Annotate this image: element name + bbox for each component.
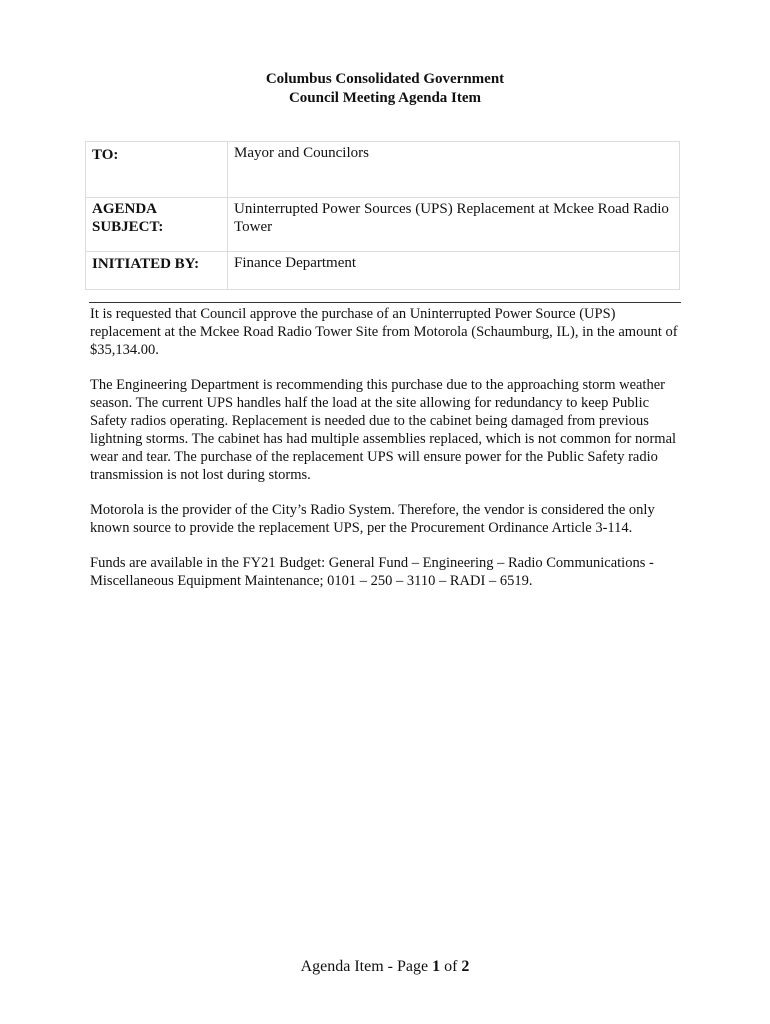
page-footer: [0, 958, 770, 976]
to-value: Mayor and Councilors: [228, 142, 680, 198]
subject-label-line1: AGENDA: [92, 201, 158, 217]
paragraph-funding: Funds are available in the FY21 Budget: General Fund – Engineering – Radio Communications - Miscellaneous Equipment Maintenance; 0101 – 250 – 3110 – RADI – 6519.: [90, 555, 654, 589]
table-row-subject: [86, 198, 680, 252]
paragraph-justification: The Engineering Department is recommending this purchase due to the approaching storm weather season. The current UPS handles half the load at the site allowing for redundancy to keep Public Safety radios operating. Replacement is needed due to the cabinet being damaged from previous lightning storms. The cabinet has had multiple assemblies replaced, which is not common for normal wear and tear. The purchase of the replacement UPS will ensure power for the Public Safety radio transmission is not lost during storms.: [90, 377, 677, 483]
initiated-label: INITIATED BY:: [86, 252, 228, 290]
footer-page-total: 2: [461, 958, 470, 975]
subject-value: Uninterrupted Power Sources (UPS) Replacement at Mckee Road Radio Tower: [228, 198, 680, 252]
footer-of: of: [440, 958, 462, 975]
initiated-value: Finance Department: [228, 252, 680, 290]
paragraph-request: It is requested that Council approve the purchase of an Uninterrupted Power Source (UPS) replacement at the Mckee Road Radio Tower Site from Motorola (Schaumburg, IL), in the amount of $35,134.00.: [90, 306, 678, 358]
paragraph-vendor: Motorola is the provider of the City’s Radio System. Therefore, the vendor is considered the only known source to provide the replacement UPS, per the Procurement Ordinance Article 3-114.: [90, 502, 655, 536]
agenda-info-table: [85, 141, 680, 290]
table-row-initiated: [86, 252, 680, 290]
footer-page-number: 1: [432, 958, 441, 975]
to-label: TO:: [86, 142, 228, 198]
header-document-type: Council Meeting Agenda Item: [288, 90, 482, 106]
document-header: [0, 70, 770, 108]
document-body: [90, 305, 678, 607]
header-organization: Columbus Consolidated Government: [265, 71, 505, 87]
subject-label-line2: SUBJECT:: [92, 219, 164, 235]
subject-label: [86, 198, 228, 252]
footer-prefix: Agenda Item - Page: [300, 958, 433, 975]
table-row-to: [86, 142, 680, 198]
section-divider: [89, 302, 681, 303]
